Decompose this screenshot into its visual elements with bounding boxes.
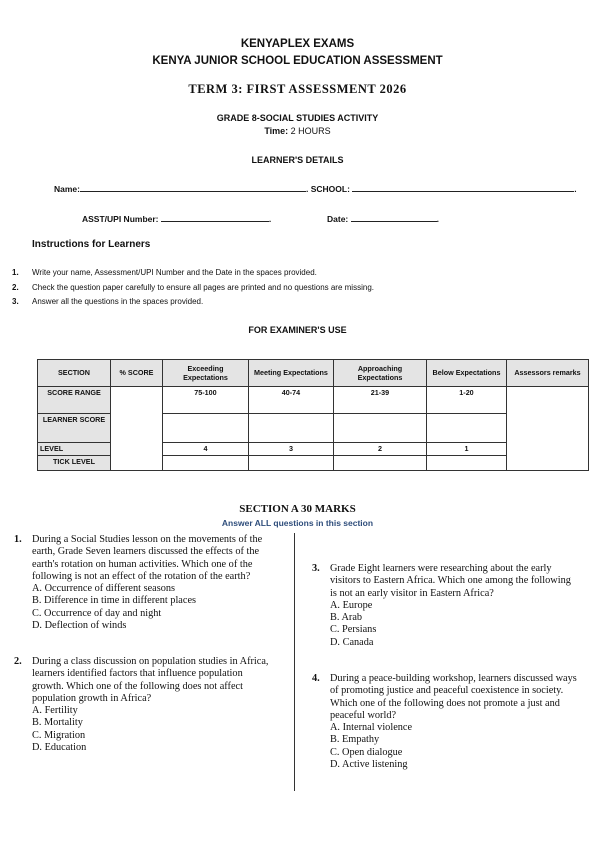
header-remarks: Assessors remarks bbox=[507, 360, 589, 387]
tick-level-cell[interactable] bbox=[249, 456, 334, 471]
section-instruction: Answer ALL questions in this section bbox=[221, 518, 374, 528]
level-cell: 1 bbox=[427, 443, 507, 456]
learner-score-cell[interactable] bbox=[334, 414, 427, 443]
assessor-remarks-cell[interactable] bbox=[507, 387, 589, 471]
exam-time bbox=[0, 126, 595, 136]
answer-option[interactable]: D. Canada bbox=[330, 636, 374, 648]
question-1 bbox=[14, 534, 274, 632]
asst-upi-field[interactable] bbox=[161, 213, 272, 224]
header-meeting: Meeting Expectations bbox=[249, 360, 334, 387]
school-field[interactable] bbox=[352, 183, 577, 194]
end-dot: . bbox=[436, 214, 440, 224]
question-2 bbox=[14, 656, 276, 754]
instruction-item bbox=[12, 283, 374, 292]
examiner-use-heading: FOR EXAMINER'S USE bbox=[248, 325, 347, 335]
level-cell: 2 bbox=[334, 443, 427, 456]
name-school-row bbox=[54, 183, 577, 194]
section-title: SECTION A 30 MARKS bbox=[239, 503, 356, 515]
level-cell: 3 bbox=[249, 443, 334, 456]
question-number: 4. bbox=[312, 673, 320, 684]
header-score: % SCORE bbox=[111, 360, 163, 387]
time-label: Time: bbox=[264, 126, 289, 136]
answer-option[interactable]: B. Empathy bbox=[330, 734, 380, 746]
instruction-number: 1. bbox=[12, 268, 19, 277]
date-row bbox=[327, 213, 439, 224]
end-dot: . bbox=[574, 184, 577, 194]
answer-option[interactable]: A. Fertility bbox=[32, 705, 78, 717]
learner-score-cell[interactable] bbox=[427, 414, 507, 443]
question-stem: During a peace-building workshop, learners discussed ways of promoting justice and peaceful coexistence in society. Which one of the following does not promote a just and peaceful world? bbox=[330, 673, 577, 721]
answer-option[interactable]: C. Persians bbox=[330, 624, 377, 636]
question-3 bbox=[312, 563, 578, 649]
exam-organization: KENYAPLEX EXAMS bbox=[240, 38, 355, 50]
tick-level-cell[interactable] bbox=[163, 456, 249, 471]
name-field[interactable] bbox=[80, 183, 306, 192]
answer-option[interactable]: B. Difference in time in different places bbox=[32, 595, 197, 607]
asst-upi-label: ASST/UPI Number: bbox=[82, 214, 159, 224]
percent-score-cell[interactable] bbox=[111, 387, 163, 471]
answer-option[interactable]: C. Migration bbox=[32, 729, 86, 741]
answer-option[interactable]: B. Mortality bbox=[32, 717, 83, 729]
header-below: Below Expectations bbox=[427, 360, 507, 387]
score-range-cell: 75-100 bbox=[163, 387, 249, 414]
name-label: Name: bbox=[54, 184, 80, 194]
level-cell: 4 bbox=[163, 443, 249, 456]
tick-level-label: TICK LEVEL bbox=[38, 456, 111, 471]
score-range-cell: 40-74 bbox=[249, 387, 334, 414]
question-number: 3. bbox=[312, 563, 320, 574]
instruction-number: 3. bbox=[12, 297, 19, 306]
answer-option[interactable]: D. Deflection of winds bbox=[32, 620, 127, 632]
answer-option[interactable]: A. Europe bbox=[330, 599, 373, 611]
assessment-title: KENYA JUNIOR SCHOOL EDUCATION ASSESSMENT bbox=[152, 55, 443, 67]
grade-subject: GRADE 8-SOCIAL STUDIES ACTIVITY bbox=[216, 113, 379, 123]
learner-details-heading: LEARNER'S DETAILS bbox=[251, 155, 344, 165]
school-label: . SCHOOL: bbox=[305, 184, 350, 194]
instruction-item bbox=[12, 268, 317, 277]
header-section: SECTION bbox=[38, 360, 111, 387]
question-number: 2. bbox=[14, 656, 22, 667]
answer-option[interactable]: A. Occurrence of different seasons bbox=[32, 583, 176, 595]
time-value: 2 HOURS bbox=[290, 126, 331, 136]
instructions-title: Instructions for Learners bbox=[32, 239, 151, 250]
end-dot: . bbox=[268, 214, 272, 224]
learner-score-label: LEARNER SCORE bbox=[38, 414, 111, 443]
instruction-text: Check the question paper carefully to ensure all pages are printed and no questions are missing. bbox=[32, 283, 374, 292]
score-range-cell: 21-39 bbox=[334, 387, 427, 414]
tick-level-cell[interactable] bbox=[334, 456, 427, 471]
examiner-score-table bbox=[37, 359, 589, 471]
instruction-item bbox=[12, 297, 203, 306]
learner-score-cell[interactable] bbox=[163, 414, 249, 443]
answer-option[interactable]: B. Arab bbox=[330, 612, 363, 624]
score-range-label: SCORE RANGE bbox=[38, 387, 111, 414]
term-title: TERM 3: FIRST ASSESSMENT 2026 bbox=[188, 82, 407, 96]
question-number: 1. bbox=[14, 534, 22, 545]
upi-date-row bbox=[82, 213, 271, 224]
instruction-number: 2. bbox=[12, 283, 19, 292]
question-stem: During a class discussion on population studies in Africa, learners identified factors that influence population growth. Which one of the following does not affect population growth in Africa? bbox=[32, 656, 269, 704]
question-4 bbox=[312, 673, 578, 771]
level-label: LEVEL bbox=[38, 443, 111, 456]
header-exceeding: Exceeding Expectations bbox=[163, 360, 249, 387]
answer-option[interactable]: D. Education bbox=[32, 742, 87, 754]
date-label: Date: bbox=[327, 214, 349, 224]
column-divider bbox=[294, 533, 295, 791]
date-field[interactable] bbox=[351, 213, 440, 224]
instruction-text: Write your name, Assessment/UPI Number and the Date in the spaces provided. bbox=[32, 268, 317, 277]
score-range-cell: 1-20 bbox=[427, 387, 507, 414]
header-approaching: Approaching Expectations bbox=[334, 360, 427, 387]
answer-option[interactable]: D. Active listening bbox=[330, 759, 408, 771]
learner-score-cell[interactable] bbox=[249, 414, 334, 443]
question-stem: During a Social Studies lesson on the movements of the earth, Grade Seven learners discussed the effects of the earth's rotation on human activities. Which one of the following is not an effect of the rotation of the earth? bbox=[32, 534, 263, 582]
question-stem: Grade Eight learners were researching about the early visitors to Eastern Africa. Which one among the following is not an early visitor in Eastern Africa? bbox=[330, 563, 571, 599]
answer-option[interactable]: C. Occurrence of day and night bbox=[32, 607, 162, 619]
answer-option[interactable]: A. Internal violence bbox=[330, 722, 413, 734]
tick-level-cell[interactable] bbox=[427, 456, 507, 471]
instruction-text: Answer all the questions in the spaces provided. bbox=[32, 297, 204, 306]
answer-option[interactable]: C. Open dialogue bbox=[330, 746, 403, 758]
